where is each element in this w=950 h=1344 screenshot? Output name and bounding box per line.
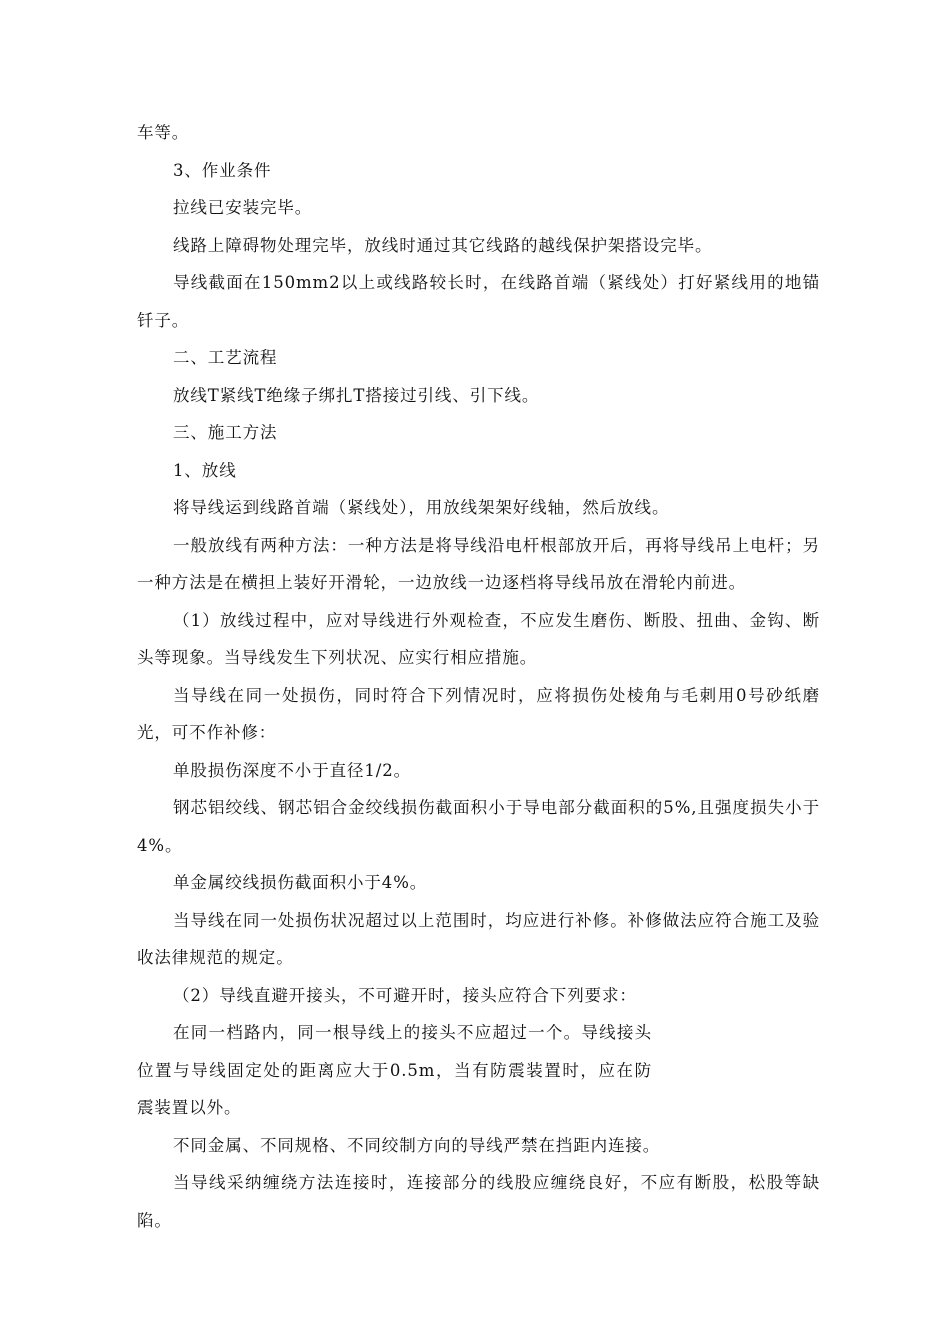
paragraph-13: 当导线在同一处损伤，同时符合下列情况时，应将损伤处棱角与毛刺用0号砂纸磨光，可不作补修： [137, 685, 820, 742]
heading-process-flow: 二、工艺流程 [173, 348, 278, 367]
paragraph-14: 单股损伤深度不小于直径1/2。 [173, 760, 412, 780]
paragraph-16: 单金属绞线损伤截面积小于4%。 [173, 873, 428, 892]
paragraph-12: （1）放线过程中，应对导线进行外观检查，不应发生磨伤、断股、扭曲、金钩、断头等现象。当导线发生下列状况、应实行相应措施。 [137, 610, 820, 667]
paragraph-20: 不同金属、不同规格、不同绞制方向的导线严禁在挡距内连接。 [173, 1135, 661, 1155]
paragraph-19: 在同一档路内，同一根导线上的接头不应超过一个。导线接头位置与导线固定处的距离应大于0.5m，当有防震装置时，应在防震装置以外。 [137, 1023, 652, 1117]
paragraph-7: 放线T紧线T绝缘子绑扎T搭接过引线、引下线。 [173, 385, 540, 405]
heading-work-conditions: 3、作业条件 [173, 160, 272, 180]
paragraph-10: 将导线运到线路首端（紧线处），用放线架架好线轴，然后放线。 [173, 498, 670, 517]
paragraph-21: 当导线采纳缠绕方法连接时，连接部分的线股应缠绕良好，不应有断股，松股等缺陷。 [137, 1173, 820, 1230]
paragraph-1: 车等。 [137, 123, 190, 142]
paragraph-3: 拉线已安装完毕。 [173, 198, 313, 217]
paragraph-17: 当导线在同一处损伤状况超过以上范围时，均应进行补修。补修做法应符合施工及验收法律规范的规定。 [137, 910, 820, 967]
paragraph-4: 线路上障碍物处理完毕，放线时通过其它线路的越线保护架搭设完毕。 [173, 235, 713, 255]
paragraph-15: 钢芯铝绞线、钢芯铝合金绞线损伤截面积小于导电部分截面积的5%,且强度损失小于4%。 [137, 798, 820, 855]
paragraph-5: 导线截面在150mm2以上或线路较长时，在线路首端（紧线处）打好紧线用的地锚钎子。 [137, 273, 820, 330]
paragraph-11: 一般放线有两种方法：一种方法是将导线沿电杆根部放开后，再将导线吊上电杆；另一种方法是在横担上装好开滑轮，一边放线一边逐档将导线吊放在滑轮内前进。 [137, 535, 820, 592]
heading-construction-method: 三、施工方法 [173, 423, 278, 442]
heading-stringing: 1、放线 [173, 460, 237, 480]
paragraph-18: （2）导线直避开接头，不可避开时，接头应符合下列要求： [173, 985, 637, 1005]
